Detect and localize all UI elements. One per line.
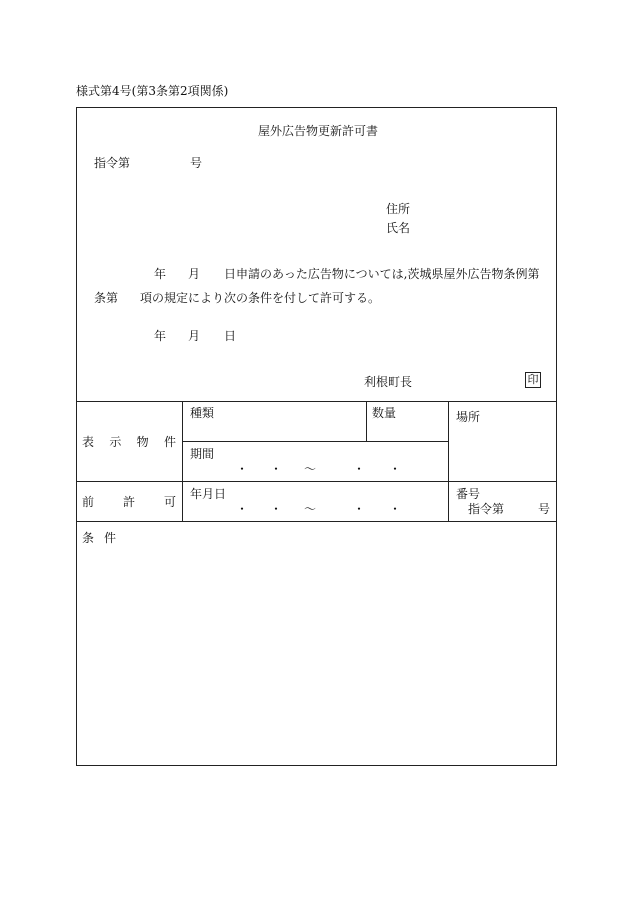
name-label: 氏名: [386, 221, 411, 235]
body-month: 月: [188, 267, 201, 281]
date-dot-2: ・: [270, 502, 283, 516]
label-column-line: [182, 401, 183, 521]
date-dot-3: ・: [353, 502, 366, 516]
number-label: 番号: [456, 487, 481, 501]
address-label: 住所: [386, 202, 411, 216]
display-item-label: 表 示 物 件: [82, 435, 176, 449]
table-top-line: [76, 401, 557, 402]
body-line2-text: 項の規定により次の条件を付して許可する。: [140, 291, 381, 305]
issuer-title: 利根町長: [364, 375, 413, 389]
quantity-label: 数量: [372, 406, 397, 420]
period-label: 期間: [190, 447, 215, 461]
kind-label: 種類: [190, 406, 215, 420]
period-dot-3: ・: [353, 462, 366, 476]
location-column-line: [448, 401, 449, 521]
period-dot-4: ・: [389, 462, 402, 476]
directive-suffix: 号: [190, 156, 203, 170]
form-number: 様式第4号(第3条第2項関係): [76, 84, 229, 98]
issue-month: 月: [188, 329, 201, 343]
issue-day: 日: [224, 329, 237, 343]
conditions-top-line: [76, 521, 557, 522]
quantity-column-line: [366, 401, 367, 441]
seal-icon: 印: [525, 372, 541, 388]
period-divider-line: [182, 441, 448, 442]
number-suffix: 号: [538, 502, 551, 516]
date-tilde: 〜: [304, 502, 317, 516]
body-article: 条第: [94, 291, 119, 305]
prior-permit-top-line: [76, 481, 557, 482]
issue-year: 年: [154, 329, 167, 343]
number-prefix: 指令第: [468, 502, 505, 516]
date-dot-4: ・: [389, 502, 402, 516]
body-line1-text: 日申請のあった広告物については,茨城県屋外広告物条例第: [224, 267, 540, 281]
directive-prefix: 指令第: [94, 156, 131, 170]
prior-permit-label: 前 許 可: [82, 495, 176, 509]
location-label: 場所: [456, 410, 481, 424]
document-title: 屋外広告物更新許可書: [258, 124, 379, 138]
period-dot-2: ・: [270, 462, 283, 476]
conditions-label: 条 件: [82, 531, 116, 545]
period-dot-1: ・: [236, 462, 249, 476]
body-year: 年: [154, 267, 167, 281]
date-dot-1: ・: [236, 502, 249, 516]
date-label: 年月日: [190, 487, 227, 501]
period-tilde: 〜: [304, 462, 317, 476]
